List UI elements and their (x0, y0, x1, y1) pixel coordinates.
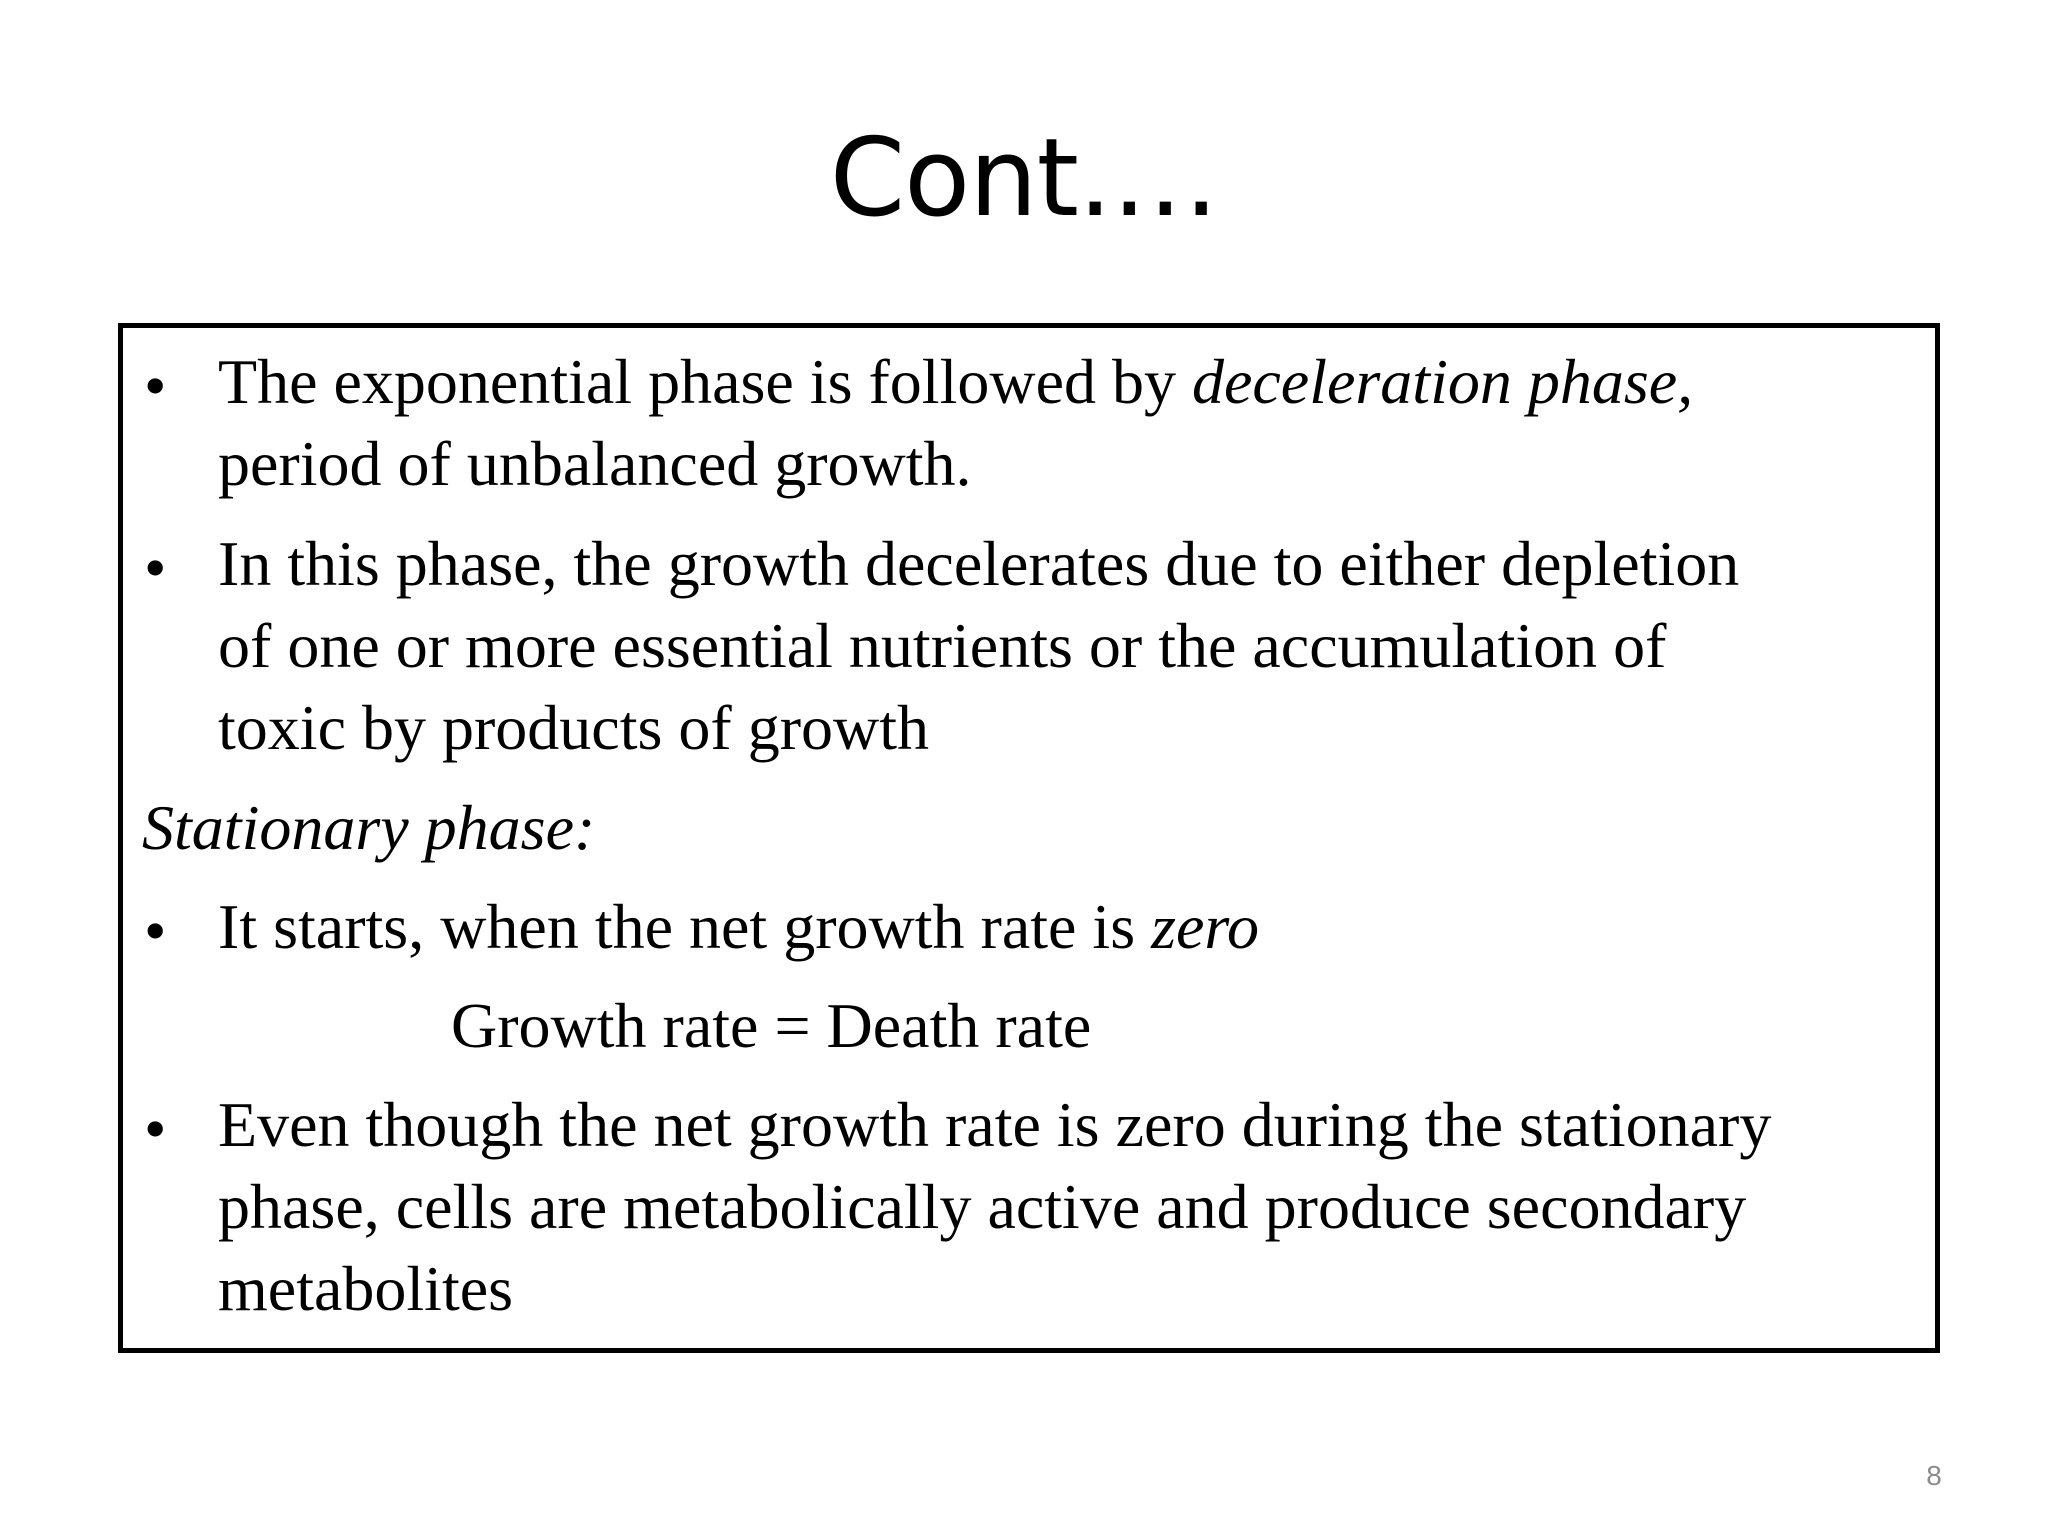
bullet4-line2: phase, cells are metabolically active and produce secondary (218, 1171, 1747, 1242)
bullet-marker: • (144, 532, 167, 603)
bullet-marker: • (144, 895, 167, 966)
stationary-phase-heading: Stationary phase: (142, 792, 596, 863)
bullet1-line1 (218, 346, 1694, 417)
bullet3-line1 (218, 891, 1259, 962)
bullet2-line2: of one or more essential nutrients or the accumulation of (218, 610, 1667, 681)
page-number: 8 (1926, 1460, 1942, 1491)
bullet-marker: • (144, 1093, 167, 1164)
slide-title: Cont.… (829, 116, 1219, 241)
bullet3-line1-text: It starts, when the net growth rate is (218, 891, 1152, 962)
bullet2-line1: In this phase, the growth decelerates due to either depletion (218, 528, 1740, 599)
bullet1-line1-italic: deceleration phase, (1191, 346, 1694, 417)
growth-death-equation: Growth rate = Death rate (451, 990, 1092, 1061)
bullet2-line3: toxic by products of growth (218, 692, 929, 763)
bullet-marker: • (144, 350, 167, 421)
bullet3-line1-italic: zero (1151, 891, 1259, 962)
bullet4-line1: Even though the net growth rate is zero during the stationary (218, 1089, 1772, 1160)
bullet4-line3: metabolites (218, 1253, 514, 1324)
bullet1-line2: period of unbalanced growth. (218, 428, 972, 499)
bullet1-line1-text: The exponential phase is followed by (218, 346, 1192, 417)
